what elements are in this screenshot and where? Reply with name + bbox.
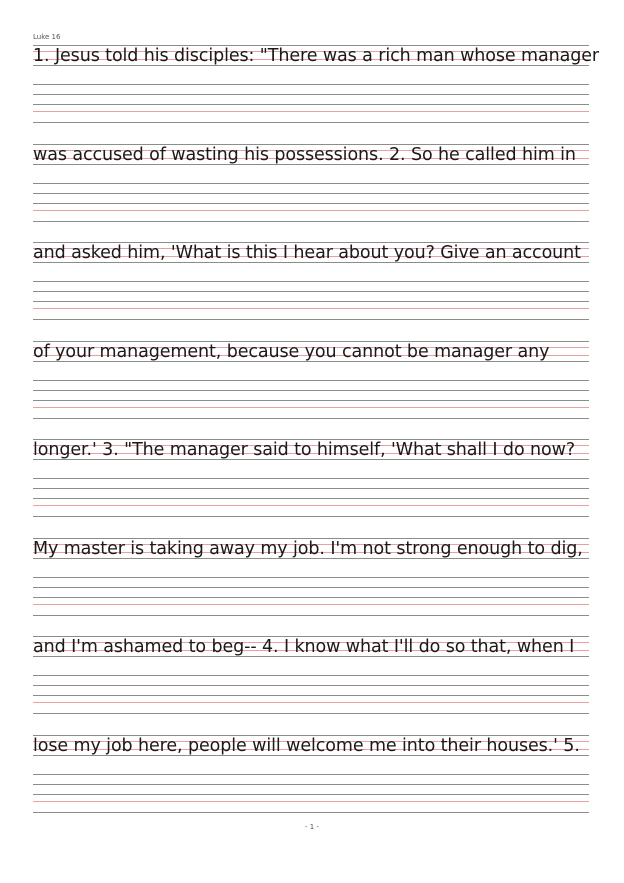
guide-rule	[33, 203, 589, 204]
guide-rule-red	[33, 210, 589, 211]
guide-rule	[33, 587, 589, 588]
guide-rule	[33, 577, 589, 578]
writing-line-block	[33, 242, 589, 341]
text-line: 1. Jesus told his disciples: "There was a rich man whose manager	[33, 46, 600, 66]
guide-rule-red	[33, 702, 589, 703]
guide-rule	[33, 516, 589, 517]
writing-line-block	[33, 439, 589, 538]
guide-rule	[33, 291, 589, 292]
guide-rule	[33, 380, 589, 381]
guide-rule	[33, 774, 589, 775]
guide-rule	[33, 281, 589, 282]
guide-rule	[33, 685, 589, 686]
guide-rule	[33, 675, 589, 676]
guide-rule-red	[33, 505, 589, 506]
guide-rule	[33, 418, 589, 419]
guide-rule	[33, 615, 589, 616]
writing-line-block	[33, 735, 589, 834]
page-header: Luke 16	[33, 33, 61, 41]
writing-line-block	[33, 538, 589, 637]
guide-rule	[33, 183, 589, 184]
guide-rule-red	[33, 407, 589, 408]
text-line: lose my job here, people will welcome me into their houses.' 5.	[33, 735, 580, 756]
guide-rule	[33, 84, 589, 85]
guide-rule	[33, 193, 589, 194]
writing-line-block	[33, 341, 589, 440]
writing-sheet	[33, 45, 600, 833]
guide-rule	[33, 221, 589, 222]
guide-rule	[33, 794, 589, 795]
text-line: My master is taking away my job. I'm not strong enough to dig,	[33, 538, 583, 559]
guide-rule	[33, 597, 589, 598]
writing-line-block	[33, 144, 589, 243]
guide-rule	[33, 713, 589, 714]
guide-rule	[33, 94, 589, 95]
text-line: and I'm ashamed to beg-- 4. I know what I'll do so that, when I	[33, 637, 575, 657]
guide-rule-red	[33, 111, 589, 112]
guide-rule-red	[33, 801, 589, 802]
guide-rule-red	[33, 604, 589, 605]
text-line: and asked him, 'What is this I hear about you? Give an account	[33, 243, 581, 263]
guide-rule	[33, 498, 589, 499]
text-line: of your management, because you cannot be manager any	[33, 341, 550, 362]
writing-line-block	[33, 636, 589, 735]
text-line: longer.' 3. "The manager said to himself, 'What shall I do now?	[33, 440, 576, 460]
guide-rule	[33, 301, 589, 302]
guide-rule-red	[33, 308, 589, 309]
guide-rule	[33, 695, 589, 696]
page-number: - 1 -	[305, 823, 319, 831]
guide-rule	[33, 122, 589, 123]
guide-rule	[33, 488, 589, 489]
writing-line-block	[33, 45, 600, 144]
guide-rule	[33, 390, 589, 391]
guide-rule	[33, 104, 589, 105]
text-line: was accused of wasting his possessions. 2. So he called him in	[33, 144, 576, 165]
guide-rule	[33, 812, 589, 813]
guide-rule	[33, 784, 589, 785]
guide-rule	[33, 478, 589, 479]
guide-rule	[33, 319, 589, 320]
guide-rule	[33, 400, 589, 401]
